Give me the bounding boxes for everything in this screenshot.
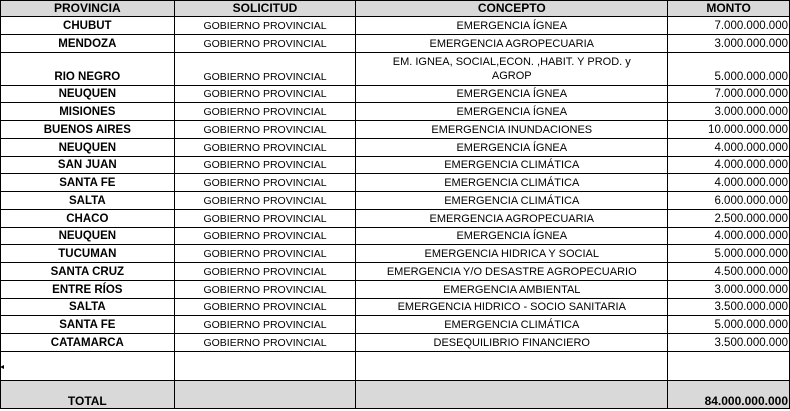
province-cell: MISIONES [1, 103, 175, 121]
monto-cell: 4.000.000.000 [668, 138, 790, 156]
table-row [1, 298, 790, 316]
total-row [1, 380, 790, 408]
solicitud-cell: GOBIERNO PROVINCIAL [174, 52, 356, 85]
monto-cell: 3.500.000.000 [668, 298, 790, 316]
table-row [1, 174, 790, 192]
concepto-cell: EMERGENCIA ÍGNEA [356, 17, 668, 35]
empty-cell [356, 351, 668, 380]
province-cell: ENTRE RÍOS [1, 280, 175, 298]
province-cell: SANTA CRUZ [1, 263, 175, 281]
solicitud-cell: GOBIERNO PROVINCIAL [174, 316, 356, 334]
monto-cell: 5.000.000.000 [668, 316, 790, 334]
solicitud-cell: GOBIERNO PROVINCIAL [174, 227, 356, 245]
total-monto: 84.000.000.000 [668, 380, 790, 408]
monto-cell: 3.000.000.000 [668, 103, 790, 121]
province-cell: CHUBUT [1, 17, 175, 35]
solicitud-cell: GOBIERNO PROVINCIAL [174, 334, 356, 352]
monto-cell: 2.500.000.000 [668, 209, 790, 227]
monto-cell: 7.000.000.000 [668, 17, 790, 35]
solicitud-cell: GOBIERNO PROVINCIAL [174, 34, 356, 52]
concepto-cell: EMERGENCIA HIDRICO - SOCIO SANITARIA [356, 298, 668, 316]
province-cell: TUCUMAN [1, 245, 175, 263]
province-cell: MENDOZA [1, 34, 175, 52]
province-cell: NEUQUEN [1, 85, 175, 103]
concepto-cell: EMERGENCIA CLIMÁTICA [356, 316, 668, 334]
province-cell: SALTA [1, 192, 175, 210]
solicitud-cell: GOBIERNO PROVINCIAL [174, 174, 356, 192]
solicitud-cell: GOBIERNO PROVINCIAL [174, 138, 356, 156]
province-cell: SALTA [1, 298, 175, 316]
monto-cell: 4.500.000.000 [668, 263, 790, 281]
table-row [1, 334, 790, 352]
concepto-cell: EMERGENCIA HIDRICA Y SOCIAL [356, 245, 668, 263]
province-cell: NEUQUEN [1, 138, 175, 156]
header-concepto: CONCEPTO [356, 1, 668, 17]
total-label: TOTAL [1, 380, 175, 408]
solicitud-cell: GOBIERNO PROVINCIAL [174, 280, 356, 298]
concepto-cell: EMERGENCIA ÍGNEA [356, 138, 668, 156]
concepto-cell: EMERGENCIA INUNDACIONES [356, 121, 668, 139]
concepto-cell: EMERGENCIA Y/O DESASTRE AGROPECUARIO [356, 263, 668, 281]
concepto-cell: DESEQUILIBRIO FINANCIERO [356, 334, 668, 352]
solicitud-cell: GOBIERNO PROVINCIAL [174, 121, 356, 139]
solicitud-cell: GOBIERNO PROVINCIAL [174, 85, 356, 103]
table-row [1, 85, 790, 103]
empty-row [1, 351, 790, 380]
monto-cell: 4.000.000.000 [668, 174, 790, 192]
concepto-cell: EMERGENCIA AGROPECUARIA [356, 209, 668, 227]
concepto-cell: EMERGENCIA AMBIENTAL [356, 280, 668, 298]
row-marker-icon [0, 365, 4, 369]
monto-cell: 4.000.000.000 [668, 156, 790, 174]
table-row [1, 280, 790, 298]
monto-cell: 6.000.000.000 [668, 192, 790, 210]
concepto-cell: EMERGENCIA CLIMÁTICA [356, 192, 668, 210]
concepto-cell: EM. IGNEA, SOCIAL,ECON. ,HABIT. Y PROD. y AGROP [356, 52, 668, 85]
monto-cell: 3.500.000.000 [668, 334, 790, 352]
concepto-cell: EMERGENCIA ÍGNEA [356, 227, 668, 245]
table-row [1, 103, 790, 121]
solicitud-cell: GOBIERNO PROVINCIAL [174, 245, 356, 263]
province-cell: SANTA FE [1, 174, 175, 192]
table-row [1, 209, 790, 227]
table-row [1, 227, 790, 245]
table-row [1, 138, 790, 156]
header-solicitud: SOLICITUD [174, 1, 356, 17]
header-provincia: PROVINCIA [1, 1, 175, 17]
concepto-cell: EMERGENCIA CLIMÁTICA [356, 174, 668, 192]
table-row [1, 156, 790, 174]
concepto-cell: EMERGENCIA ÍGNEA [356, 103, 668, 121]
empty-cell [174, 351, 356, 380]
province-cell: NEUQUEN [1, 227, 175, 245]
monto-cell: 7.000.000.000 [668, 85, 790, 103]
monto-cell: 3.000.000.000 [668, 34, 790, 52]
solicitud-cell: GOBIERNO PROVINCIAL [174, 17, 356, 35]
solicitud-cell: GOBIERNO PROVINCIAL [174, 103, 356, 121]
table-row [1, 192, 790, 210]
header-monto: MONTO [668, 1, 790, 17]
table-row [1, 121, 790, 139]
monto-cell: 10.000.000.000 [668, 121, 790, 139]
table-row [1, 34, 790, 52]
monto-cell: 5.000.000.000 [668, 245, 790, 263]
province-cell: BUENOS AIRES [1, 121, 175, 139]
empty-cell [1, 351, 175, 380]
total-blank [174, 380, 356, 408]
table-row [1, 263, 790, 281]
monto-cell: 3.000.000.000 [668, 280, 790, 298]
concepto-cell: EMERGENCIA ÍGNEA [356, 85, 668, 103]
empty-cell [668, 351, 790, 380]
concepto-cell: EMERGENCIA AGROPECUARIA [356, 34, 668, 52]
solicitud-cell: GOBIERNO PROVINCIAL [174, 298, 356, 316]
concepto-cell: EMERGENCIA CLIMÁTICA [356, 156, 668, 174]
province-cell: SAN JUAN [1, 156, 175, 174]
solicitud-cell: GOBIERNO PROVINCIAL [174, 192, 356, 210]
province-cell: SANTA FE [1, 316, 175, 334]
table-row [1, 52, 790, 85]
monto-cell: 4.000.000.000 [668, 227, 790, 245]
solicitud-cell: GOBIERNO PROVINCIAL [174, 156, 356, 174]
province-cell: CATAMARCA [1, 334, 175, 352]
table-row [1, 316, 790, 334]
total-blank [356, 380, 668, 408]
table-row [1, 245, 790, 263]
solicitud-cell: GOBIERNO PROVINCIAL [174, 209, 356, 227]
monto-cell: 5.000.000.000 [668, 52, 790, 85]
header-row [1, 1, 790, 17]
solicitud-cell: GOBIERNO PROVINCIAL [174, 263, 356, 281]
province-cell: CHACO [1, 209, 175, 227]
table-row [1, 17, 790, 35]
province-cell: RIO NEGRO [1, 52, 175, 85]
